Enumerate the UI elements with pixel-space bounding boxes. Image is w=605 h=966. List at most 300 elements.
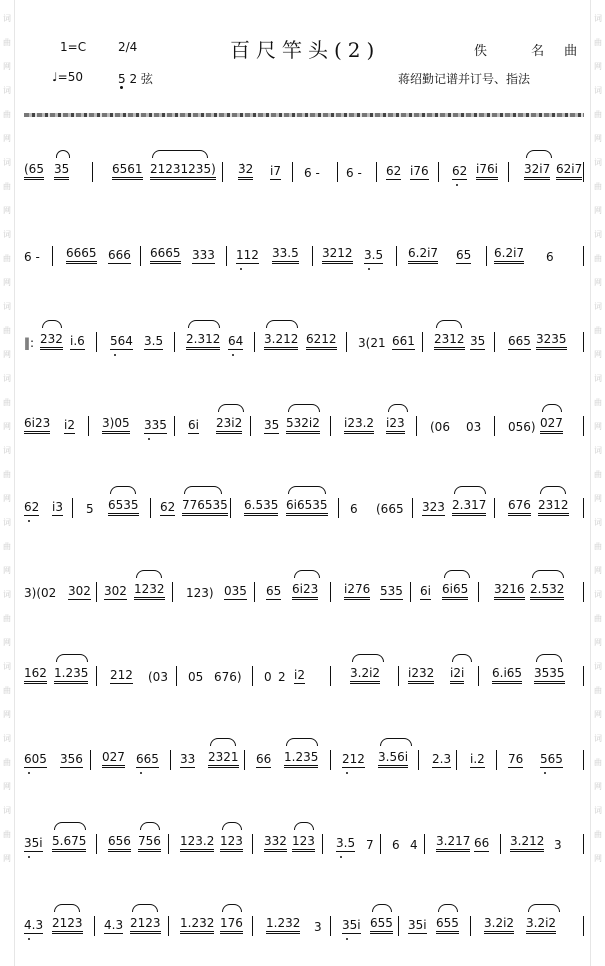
note-group: 62: [386, 164, 402, 178]
barline: [496, 750, 497, 770]
slur-arc: [294, 822, 314, 830]
note-group: 676: [508, 498, 531, 516]
slur-arc: [132, 904, 158, 912]
barline: [583, 162, 584, 182]
barline: [330, 666, 331, 686]
slur-arc: [222, 904, 242, 912]
barline: [252, 916, 253, 936]
watermark-char: 词: [3, 662, 11, 671]
note-group: 6665: [66, 246, 97, 264]
note-group: 1.232: [266, 916, 300, 934]
barline: [418, 750, 419, 770]
barline: [330, 916, 331, 936]
watermark-char: 词: [594, 86, 602, 95]
note-group: 3.217: [436, 834, 470, 852]
note-group: i276: [344, 582, 370, 600]
barline: [583, 666, 584, 686]
watermark-char: 网: [594, 638, 602, 647]
barline: [478, 666, 479, 686]
barline: [168, 834, 169, 854]
note-group: 3.2i2: [526, 916, 556, 934]
barline: [456, 750, 457, 770]
note-group: 756: [138, 834, 161, 852]
slur-arc: [222, 822, 242, 830]
barline: [422, 332, 423, 352]
watermark-char: 曲: [3, 470, 11, 479]
note-group: 35: [54, 162, 69, 180]
watermark-char: 曲: [3, 758, 11, 767]
slur-arc: [54, 904, 80, 912]
octave-dot: [346, 938, 348, 940]
watermark-char: 曲: [3, 398, 11, 407]
slur-arc: [294, 570, 320, 578]
slur-arc: [110, 486, 136, 494]
barline: [230, 498, 231, 518]
note-group: 4.3: [24, 918, 44, 932]
note-group: 2.312: [186, 332, 220, 350]
slur-arc: [536, 654, 562, 662]
note-group: (03: [148, 670, 168, 684]
note-group: i23.2: [344, 416, 374, 434]
notation-line: [24, 484, 584, 524]
watermark-char: 词: [594, 446, 602, 455]
note-group: i2i: [450, 666, 464, 684]
slur-arc: [136, 570, 162, 578]
barline: [150, 498, 151, 518]
slur-arc: [372, 904, 392, 912]
note-group: 7: [366, 838, 374, 852]
note-group: 33: [180, 752, 196, 766]
octave-dot: [340, 856, 342, 858]
barline: [376, 162, 377, 182]
barline: [322, 834, 323, 854]
note-group: 6.535: [244, 498, 278, 516]
octave-dot: [240, 268, 242, 270]
note-group: 6: [546, 250, 554, 264]
slur-arc: [540, 486, 566, 494]
note-group: 3535: [534, 666, 565, 684]
barline: [424, 834, 425, 854]
watermark-char: 网: [594, 710, 602, 719]
note-group: 6535: [108, 498, 139, 516]
watermark-char: 曲: [3, 542, 11, 551]
slur-arc: [436, 320, 462, 328]
barline: [500, 834, 501, 854]
watermark-char: 网: [594, 854, 602, 863]
note-group: i23: [386, 416, 405, 434]
barline: [254, 582, 255, 602]
note-group: 6i: [188, 418, 199, 432]
octave-dot: [456, 184, 458, 186]
watermark-char: 网: [3, 494, 11, 503]
watermark-char: 曲: [594, 830, 602, 839]
note-group: 5.675: [52, 834, 86, 852]
watermark-char: 词: [594, 806, 602, 815]
barline: [583, 834, 584, 854]
barline: [438, 162, 439, 182]
barline: [312, 246, 313, 266]
watermark-char: 网: [3, 350, 11, 359]
note-group: 3.56i: [378, 750, 408, 768]
note-group: 3235: [536, 332, 567, 350]
note-group: 535: [380, 584, 403, 598]
note-group: 665: [508, 334, 531, 348]
note-group: 666: [108, 248, 131, 262]
notation-line: [24, 232, 584, 272]
note-group: 6i6535: [286, 498, 328, 516]
slur-arc: [444, 570, 470, 578]
note-group: 0: [264, 670, 272, 684]
note-group: 2123: [52, 916, 83, 934]
note-group: (65: [24, 162, 44, 180]
note-group: 2321: [208, 750, 239, 768]
note-group: (665: [376, 502, 404, 516]
note-group: 3.5: [364, 248, 384, 262]
note-group: 6 -: [304, 166, 320, 180]
note-group: 661: [392, 334, 415, 348]
barline: [398, 666, 399, 686]
barline: [470, 916, 471, 936]
composer-label: 佚 名曲: [474, 44, 598, 59]
score-header: [0, 0, 605, 115]
watermark-char: 网: [594, 566, 602, 575]
watermark-char: 网: [594, 62, 602, 71]
watermark-char: 网: [3, 278, 11, 287]
note-group: i232: [408, 666, 434, 684]
watermark-char: 词: [3, 230, 11, 239]
time-signature: 2/4: [118, 40, 138, 54]
watermark-char: 网: [3, 134, 11, 143]
watermark-char: 网: [594, 206, 602, 215]
barline: [94, 916, 95, 936]
watermark-char: 词: [3, 374, 11, 383]
note-group: 6.2i7: [408, 246, 438, 264]
watermark-char: 曲: [3, 254, 11, 263]
note-group: 3.5: [336, 836, 356, 850]
watermark-char: 网: [594, 494, 602, 503]
watermark-char: 网: [3, 710, 11, 719]
note-group: 4: [410, 838, 418, 852]
note-group: 056): [508, 420, 536, 434]
note-group: 532i2: [286, 416, 320, 434]
note-group: 05: [188, 670, 204, 684]
barline: [174, 416, 175, 436]
barline: [170, 750, 171, 770]
watermark-char: 曲: [3, 182, 11, 191]
watermark-char: 网: [594, 782, 602, 791]
barline: [252, 834, 253, 854]
barline: [486, 246, 487, 266]
note-group: 3)05: [102, 416, 130, 434]
watermark-char: 词: [594, 230, 602, 239]
note-group: 21231235): [150, 162, 216, 180]
note-group: 2123: [130, 916, 161, 934]
barline: [244, 750, 245, 770]
watermark-right-strip: [590, 0, 605, 966]
note-group: 3216: [494, 582, 525, 600]
barline: [140, 246, 141, 266]
slur-arc: [54, 822, 86, 830]
notation-line: [24, 318, 584, 358]
note-group: 6i23: [24, 416, 50, 434]
note-group: i2: [294, 668, 305, 682]
note-group: 23i2: [216, 416, 242, 434]
note-group: 3.2i2: [350, 666, 380, 684]
barline: [398, 916, 399, 936]
octave-dot: [28, 856, 30, 858]
slur-arc: [42, 320, 62, 328]
watermark-char: 网: [3, 62, 11, 71]
barline: [346, 332, 347, 352]
note-group: 176: [220, 916, 243, 934]
notation-line: [24, 820, 584, 860]
watermark-char: 曲: [3, 686, 11, 695]
watermark-char: 词: [594, 374, 602, 383]
note-group: 62: [24, 500, 40, 514]
barline: [96, 834, 97, 854]
barline: [412, 498, 413, 518]
note-group: 564: [110, 334, 133, 348]
barline: [176, 666, 177, 686]
barline: [52, 246, 53, 266]
barline: [396, 246, 397, 266]
watermark-char: 词: [594, 518, 602, 527]
note-group: 65: [456, 248, 472, 262]
watermark-char: 曲: [594, 686, 602, 695]
slur-arc: [188, 320, 220, 328]
note-group: 1.232: [180, 916, 214, 934]
slur-arc: [438, 904, 458, 912]
octave-dot: [114, 354, 116, 356]
watermark-char: 网: [3, 422, 11, 431]
note-group: 6.i65: [492, 666, 522, 684]
watermark-char: 词: [3, 590, 11, 599]
barline: [252, 666, 253, 686]
note-group: i76i: [476, 162, 498, 180]
watermark-char: 词: [3, 302, 11, 311]
watermark-char: 网: [3, 854, 11, 863]
slur-arc: [140, 822, 160, 830]
note-group: 027: [102, 750, 125, 768]
barline: [96, 332, 97, 352]
barline: [478, 582, 479, 602]
barline: [583, 498, 584, 518]
note-group: 35: [264, 418, 280, 432]
slur-arc: [542, 404, 562, 412]
note-group: 6212: [306, 332, 337, 350]
watermark-char: 曲: [3, 614, 11, 623]
watermark-char: 词: [594, 734, 602, 743]
notation-line: [24, 568, 584, 608]
note-group: 3.5: [144, 334, 164, 348]
slur-arc: [532, 570, 564, 578]
watermark-char: 词: [594, 14, 602, 23]
notation-line: [24, 402, 584, 442]
watermark-char: 词: [3, 734, 11, 743]
note-group: 123: [220, 834, 243, 852]
barline: [172, 582, 173, 602]
watermark-char: 曲: [3, 110, 11, 119]
barline: [92, 162, 93, 182]
watermark-char: 曲: [594, 398, 602, 407]
note-group: 162: [24, 666, 47, 684]
note-group: i.2: [470, 752, 485, 766]
barline: [90, 750, 91, 770]
note-group: 6: [350, 502, 358, 516]
note-group: i7: [270, 164, 281, 178]
octave-dot: [148, 438, 150, 440]
barline: [330, 416, 331, 436]
watermark-char: 网: [594, 350, 602, 359]
note-group: 302: [104, 584, 127, 598]
barline: [583, 332, 584, 352]
note-group: 6561: [112, 162, 143, 180]
note-group: 212: [342, 752, 365, 766]
watermark-char: 网: [594, 422, 602, 431]
octave-dot: [346, 772, 348, 774]
note-group: i76: [410, 164, 429, 178]
note-group: 32i7: [524, 162, 550, 180]
slur-arc: [288, 486, 326, 494]
key-signature: 1=C: [60, 40, 87, 54]
note-group: 3212: [322, 246, 353, 264]
notation-line: [24, 652, 584, 692]
note-group: 3)(02: [24, 586, 57, 600]
note-group: 64: [228, 334, 244, 348]
notation-line: [24, 736, 584, 776]
transcriber-credit: 蒋绍勤记谱并订号、指法: [398, 72, 531, 86]
watermark-left-strip: [0, 0, 15, 966]
barline: [338, 498, 339, 518]
barline: [72, 498, 73, 518]
note-group: 2.3: [432, 752, 452, 766]
watermark-char: 曲: [3, 830, 11, 839]
watermark-char: 曲: [594, 254, 602, 263]
note-group: 123): [186, 586, 214, 600]
note-group: 4.3: [104, 918, 124, 932]
watermark-char: 曲: [594, 614, 602, 623]
barline: [88, 416, 89, 436]
barline: [226, 246, 227, 266]
watermark-char: 网: [3, 638, 11, 647]
note-group: 2: [278, 670, 286, 684]
note-group: 027: [540, 416, 563, 434]
note-group: 2.317: [452, 498, 486, 516]
slur-arc: [152, 150, 208, 158]
watermark-char: 词: [3, 446, 11, 455]
note-group: 33.5: [272, 246, 299, 264]
note-group: 35i: [24, 836, 43, 850]
barline: [583, 246, 584, 266]
watermark-char: 词: [594, 158, 602, 167]
slur-arc: [286, 738, 318, 746]
note-group: 1.235: [284, 750, 318, 768]
watermark-char: 网: [594, 134, 602, 143]
note-group: 605: [24, 752, 47, 766]
barline: [222, 162, 223, 182]
barline: [168, 916, 169, 936]
note-group: 66: [474, 836, 490, 850]
note-group: 2.532: [530, 582, 564, 600]
watermark-char: 网: [594, 278, 602, 287]
notation-line: [24, 902, 584, 942]
watermark-char: 词: [3, 14, 11, 23]
barline: [494, 332, 495, 352]
note-group: 3: [314, 920, 322, 934]
watermark-char: 网: [3, 206, 11, 215]
watermark-char: 曲: [3, 326, 11, 335]
barline: [330, 750, 331, 770]
note-group: 1.235: [54, 666, 88, 684]
note-group: 3.2i2: [484, 916, 514, 934]
note-group: 333: [192, 248, 215, 262]
slur-arc: [388, 404, 408, 412]
octave-dot: [368, 268, 370, 270]
note-group: 6i: [420, 584, 431, 598]
note-group: 65: [266, 584, 282, 598]
octave-dot: [544, 772, 546, 774]
note-group: 3.212: [510, 834, 544, 852]
note-group: 3̇2: [238, 162, 253, 180]
page-title: 百尺竿头(2): [230, 38, 381, 62]
note-group: 6: [392, 838, 400, 852]
barline: [292, 162, 293, 182]
barline: [330, 582, 331, 602]
watermark-char: 词: [3, 806, 11, 815]
note-group: 356: [60, 752, 83, 766]
octave-dot: [232, 354, 234, 356]
note-group: 62: [452, 164, 468, 178]
note-group: 6 -: [346, 166, 362, 180]
note-group: i2: [64, 418, 75, 432]
barline: [508, 162, 509, 182]
slur-arc: [56, 654, 88, 662]
note-group: 3: [554, 838, 562, 852]
note-group: 123: [292, 834, 315, 852]
note-group: 03: [466, 420, 482, 434]
slur-arc: [352, 654, 384, 662]
note-group: 35i: [408, 918, 427, 932]
note-group: 232: [40, 332, 63, 350]
watermark-char: 曲: [594, 542, 602, 551]
note-group: 332: [264, 834, 287, 852]
note-group: 655: [436, 916, 459, 934]
watermark-char: 词: [594, 662, 602, 671]
barline: [583, 916, 584, 936]
note-group: 6665: [150, 246, 181, 264]
note-group: 302: [68, 584, 91, 598]
note-group: 112: [236, 248, 259, 262]
note-group: 76: [508, 752, 524, 766]
barline: [254, 332, 255, 352]
note-group: 676): [214, 670, 242, 684]
header-divider: [24, 113, 584, 117]
note-group: 62i7: [556, 162, 582, 180]
note-group: 66: [256, 752, 272, 766]
note-group: 1232: [134, 582, 165, 600]
slur-arc: [288, 404, 320, 412]
notation-line: [24, 148, 584, 188]
octave-dot: [120, 86, 123, 89]
note-group: 35i: [342, 918, 361, 932]
slur-arc: [380, 738, 412, 746]
note-group: 62: [160, 500, 176, 514]
note-group: 212: [110, 668, 133, 682]
barline: [416, 416, 417, 436]
slur-arc: [266, 320, 298, 328]
note-group: 2312: [434, 332, 465, 350]
slur-arc: [454, 486, 486, 494]
